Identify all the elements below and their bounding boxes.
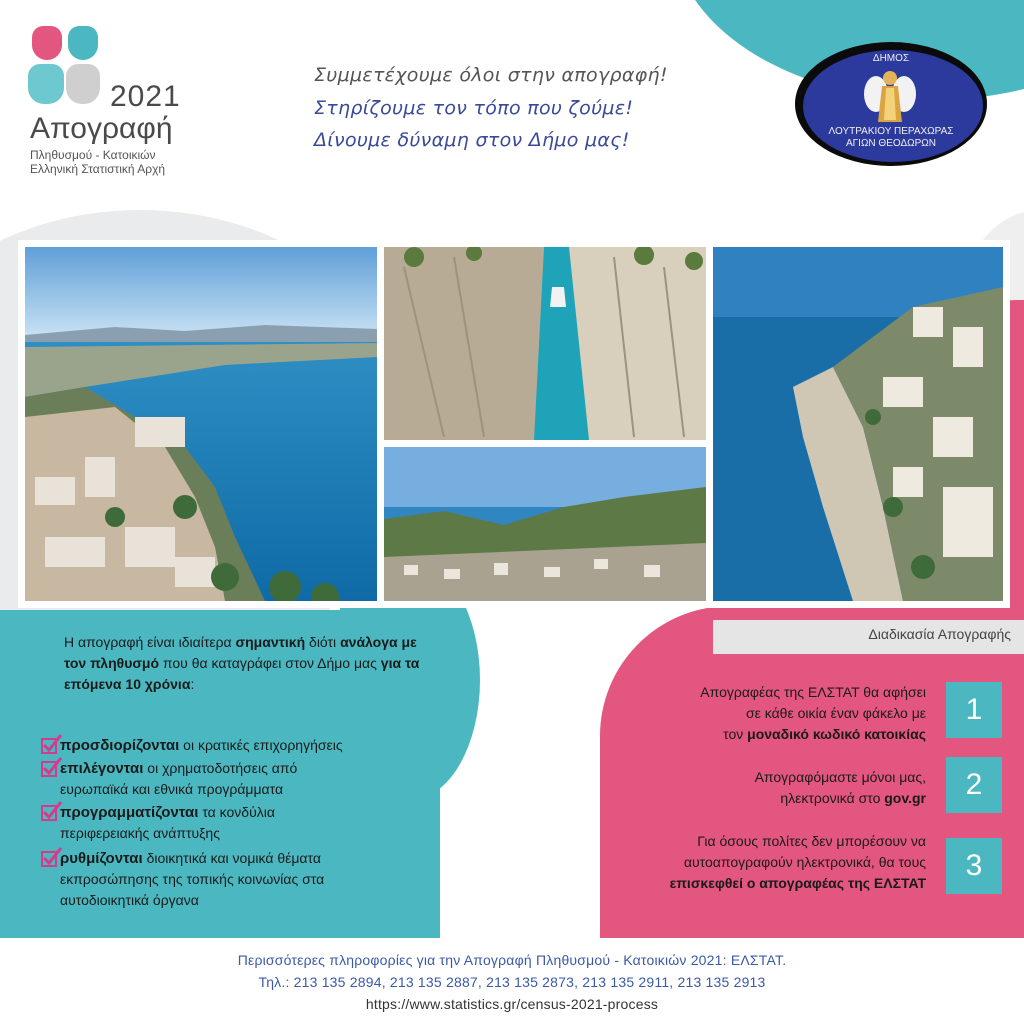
footer-phone-line: Τηλ.: 213 135 2894, 213 135 2887, 213 135 2873, 213 135 2911, 213 135 2913 bbox=[258, 974, 766, 990]
pink-checkmark-icon bbox=[40, 846, 62, 868]
badge-name bbox=[812, 126, 970, 150]
step-1-bold: μοναδικό κωδικό κατοικίας bbox=[747, 726, 926, 742]
photo-corinth-canal bbox=[384, 247, 706, 440]
step-3-bold: επισκεφθεί ο απογραφέας της ΕΛΣΤΑΤ bbox=[669, 875, 926, 891]
process-title: Διαδικασία Απογραφής bbox=[868, 626, 1011, 642]
step-2-bold: gov.gr bbox=[884, 790, 926, 806]
logo-subtitle bbox=[30, 148, 165, 176]
check-item-1-bold: προσδιορίζονται bbox=[60, 737, 180, 754]
footer-info-line: Περισσότερες πληροφορίες για την Απογραφή Πληθυσμού - Κατοικιών 2021: ΕΛΣΤΑΤ. bbox=[237, 952, 787, 968]
pink-checkmark-icon bbox=[40, 800, 62, 822]
logo-subtitle-line-1: Πληθυσμού - Κατοικιών bbox=[30, 148, 156, 162]
footer-url-link[interactable]: https://www.statistics.gr/census-2021-process bbox=[365, 996, 659, 1012]
logo-gray-shape bbox=[66, 64, 100, 104]
step-1-line-2: σε κάθε οικία έναν φάκελο με bbox=[745, 705, 926, 721]
step-3-number: 3 bbox=[946, 838, 1002, 894]
badge-name-line-1: ΛΟΥΤΡΑΚΙΟΥ ΠΕΡΑΧΩΡΑΣ bbox=[828, 126, 954, 137]
logo-teal-shape bbox=[68, 26, 98, 60]
intro-text-3: που θα καταγράφει στον Δήμο μας bbox=[159, 655, 381, 671]
check-item-4-bold: ρυθμίζονται bbox=[60, 850, 143, 867]
photo-loutraki-bay bbox=[25, 247, 377, 601]
badge-title: ΔΗΜΟΣ bbox=[872, 53, 910, 64]
step-2-pre: ηλεκτρονικά στο bbox=[780, 790, 885, 806]
check-item-2-text: οι χρηματοδοτήσεις από ευρωπαϊκά και εθνικά προγράμματα bbox=[60, 760, 298, 797]
check-item-3-bold: προγραμματίζονται bbox=[60, 804, 199, 821]
logo-subtitle-line-2: Ελληνική Στατιστική Αρχή bbox=[30, 162, 166, 176]
intro-text-4: : bbox=[190, 676, 195, 692]
step-2-number: 2 bbox=[946, 757, 1002, 813]
photo-perachora-valley bbox=[384, 447, 706, 601]
step-1-pre: τον bbox=[723, 726, 748, 742]
photo-coastal-town bbox=[713, 247, 1003, 601]
slogan-2: Στηρίζουμε τον τόπο που ζούμε! bbox=[314, 97, 634, 119]
intro-text-1: Η απογραφή είναι ιδιαίτερα bbox=[64, 634, 236, 650]
logo-title: Απογραφή bbox=[30, 112, 173, 145]
step-2-text bbox=[596, 767, 926, 809]
intro-bold-1: σημαντική bbox=[235, 634, 306, 650]
check-item-3 bbox=[40, 802, 420, 844]
check-item-1 bbox=[40, 735, 420, 756]
step-1-text bbox=[596, 682, 926, 745]
intro-bold-2: ανάλογα με τον πληθυσμό bbox=[64, 634, 417, 671]
census-importance-text bbox=[64, 632, 424, 695]
check-item-2 bbox=[40, 758, 420, 800]
pink-checkmark-icon bbox=[40, 756, 62, 778]
intro-text-2: διότι bbox=[305, 634, 341, 650]
slogan-1: Συμμετέχουμε όλοι στην απογραφή! bbox=[314, 64, 668, 86]
slogan-3: Δίνουμε δύναμη στον Δήμο μας! bbox=[314, 129, 630, 151]
check-item-3-text: τα κονδύλια περιφερειακής ανάπτυξης bbox=[60, 804, 275, 841]
intro-bold-3: για τα επόμενα 10 χρόνια bbox=[64, 655, 420, 692]
step-1-line-1: Απογραφέας της ΕΛΣΤΑΤ θα αφήσει bbox=[700, 684, 926, 700]
step-1-number: 1 bbox=[946, 682, 1002, 738]
logo-year: 2021 bbox=[110, 80, 181, 113]
check-item-4-text: διοικητικά και νομικά θέματα εκπροσώπησης της τοπικής κοινωνίας στα αυτοδιοικητικά όργανα bbox=[60, 850, 325, 908]
step-3-line-2: αυτοαπογραφούν ηλεκτρονικά, θα τους bbox=[683, 854, 926, 870]
step-2-line-1: Απογραφόμαστε μόνοι μας, bbox=[754, 769, 926, 785]
badge-name-line-2: ΑΓΙΩΝ ΘΕΟΔΩΡΩΝ bbox=[846, 138, 936, 149]
pink-checkmark-icon bbox=[40, 733, 62, 755]
check-item-4 bbox=[40, 848, 420, 911]
logo-light-teal-shape bbox=[28, 64, 64, 104]
logo-pink-shape bbox=[32, 26, 62, 60]
check-item-1-text: οι κρατικές επιχορηγήσεις bbox=[179, 737, 343, 753]
angel-emblem-icon bbox=[862, 66, 918, 126]
step-3-text bbox=[596, 831, 926, 894]
check-item-2-bold: επιλέγονται bbox=[60, 760, 144, 777]
step-3-line-1: Για όσους πολίτες δεν μπορέσουν να bbox=[697, 833, 926, 849]
